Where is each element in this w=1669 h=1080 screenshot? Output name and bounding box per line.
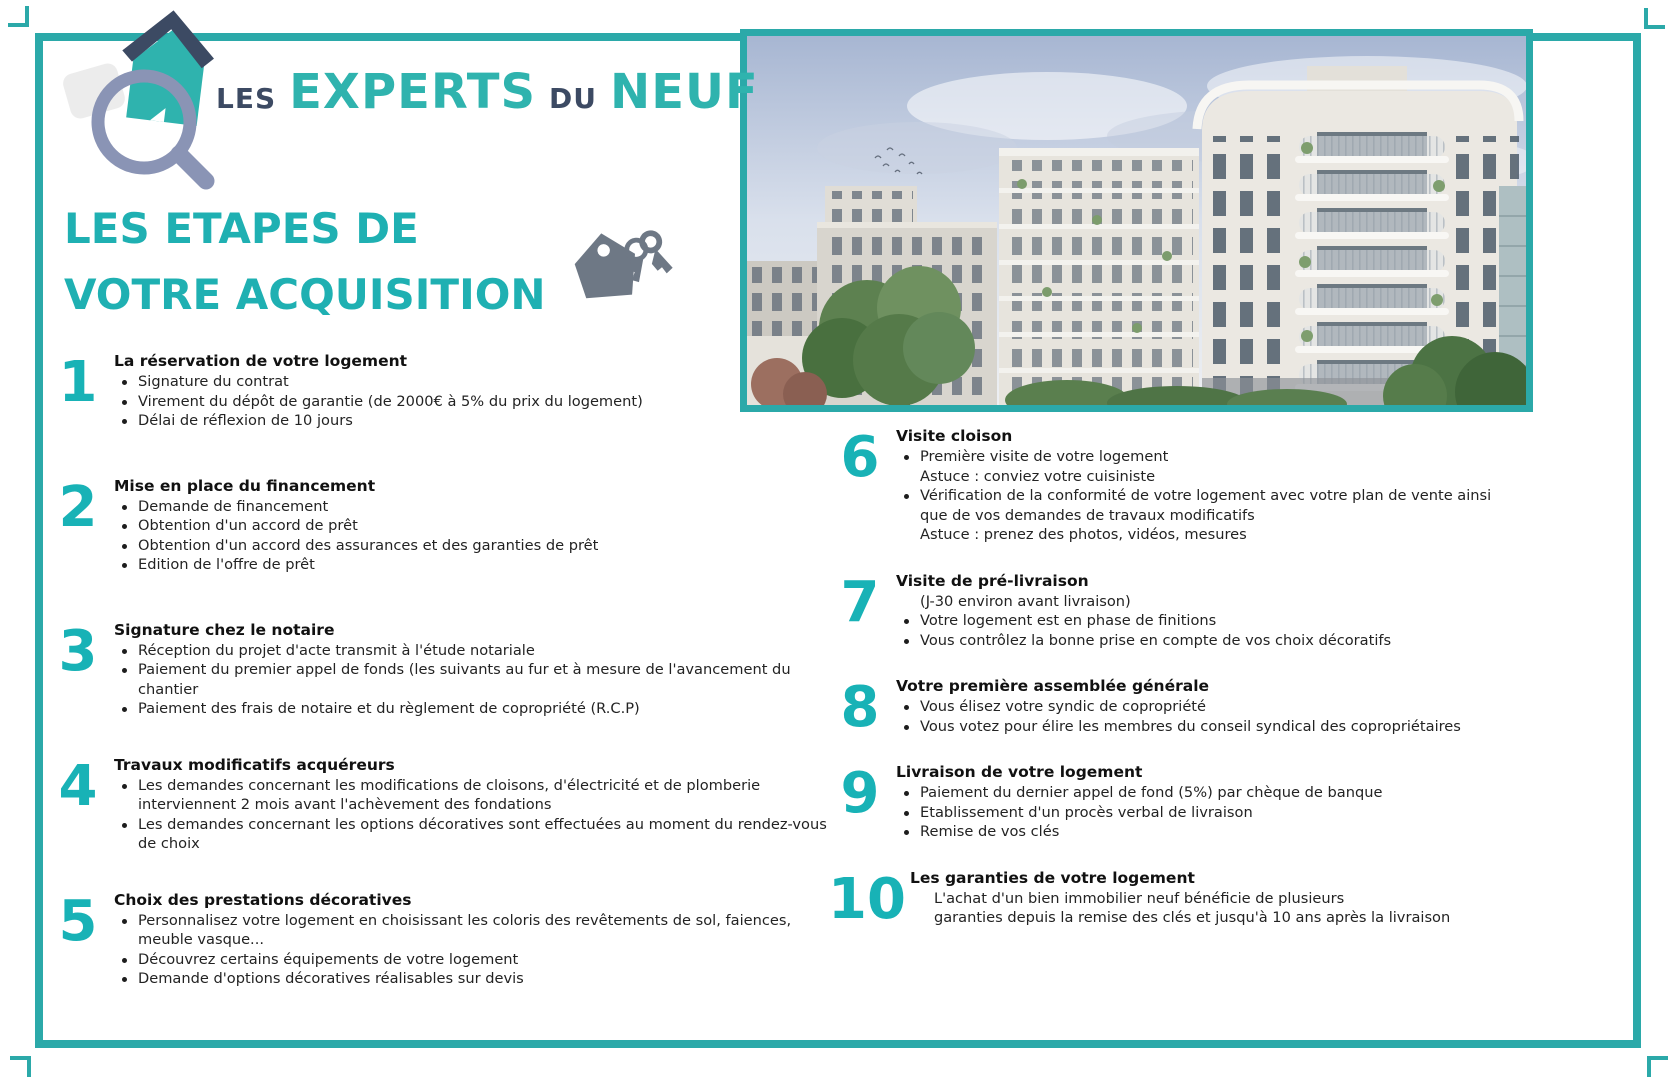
corner-mark-bottom-right xyxy=(1647,1056,1668,1077)
step-item: (J-30 environ avant livraison) xyxy=(920,592,1131,610)
step-heading: Livraison de votre logement xyxy=(896,763,1143,781)
step-item: L'achat d'un bien immobilier neuf bénéficie de plusieurs xyxy=(933,889,1345,907)
step-item: Vous contrôlez la bonne prise en compte de vos choix décoratifs xyxy=(896,631,1514,651)
house-keychain-keys-icon xyxy=(558,220,676,306)
step-number: 10 xyxy=(828,866,906,932)
step-items xyxy=(114,497,829,575)
step-item: Remise de vos clés xyxy=(896,822,1514,842)
step xyxy=(46,352,836,431)
step-heading: Votre première assemblée générale xyxy=(896,677,1210,695)
step-heading: Signature chez le notaire xyxy=(114,620,335,639)
building-illustration xyxy=(747,36,1526,405)
step-item: Obtention d'un accord de prêt xyxy=(114,516,829,536)
step-body xyxy=(110,891,829,989)
step-body xyxy=(892,572,1514,651)
step-number: 8 xyxy=(840,675,880,740)
step-item: Demande d'options décoratives réalisables sur devis xyxy=(114,969,829,989)
step-number: 4 xyxy=(58,753,98,819)
steps-column-left xyxy=(46,352,836,1026)
step-item: Délai de réflexion de 10 jours xyxy=(114,411,829,431)
step-body xyxy=(110,756,829,854)
step-item: Vérification de la conformité de votre logement avec votre plan de vente ainsi que de vos demandes de travaux modificatifs xyxy=(896,486,1514,525)
step-items xyxy=(896,592,1514,651)
step-items xyxy=(896,783,1514,842)
step xyxy=(46,753,836,854)
page-title xyxy=(64,196,546,328)
step-heading: La réservation de votre logement xyxy=(114,352,408,370)
new-building-rendering-photo xyxy=(740,29,1533,412)
step-item: Obtention d'un accord des assurances et des garanties de prêt xyxy=(114,536,829,556)
step-item: Votre logement est en phase de finitions xyxy=(896,611,1514,631)
page-title-line2: VOTRE ACQUISITION xyxy=(64,270,546,319)
step-item: Découvrez certains équipements de votre logement xyxy=(114,950,829,970)
step-heading: Travaux modificatifs acquéreurs xyxy=(114,755,395,774)
step-items xyxy=(114,776,829,854)
step-heading: Choix des prestations décoratives xyxy=(114,890,412,909)
step xyxy=(828,569,1528,651)
step-items xyxy=(896,447,1514,545)
step-body xyxy=(110,621,829,719)
step-item: Première visite de votre logement xyxy=(896,447,1514,467)
step-number: 6 xyxy=(840,425,880,490)
step-body xyxy=(110,352,829,431)
step-number: 9 xyxy=(840,761,880,826)
step-heading: Visite de pré-livraison xyxy=(896,571,1089,590)
step-number: 2 xyxy=(58,474,98,540)
step-item: Astuce : prenez des photos, vidéos, mesures xyxy=(920,526,1247,543)
step-number: 1 xyxy=(58,350,98,415)
step-item: Paiement du premier appel de fonds (les suivants au fur et à mesure de l'avancement du chantier xyxy=(114,660,829,699)
step-heading: Mise en place du financement xyxy=(114,476,376,495)
step-item: Vous votez pour élire les membres du conseil syndical des copropriétaires xyxy=(896,717,1514,737)
step-item: Demande de financement xyxy=(114,497,829,517)
step-body xyxy=(906,869,1528,928)
step xyxy=(828,675,1528,740)
step-item: Signature du contrat xyxy=(114,372,829,392)
step-body xyxy=(110,477,829,575)
steps-column-right xyxy=(828,427,1528,955)
step-items xyxy=(910,889,1528,928)
step-body xyxy=(892,677,1514,736)
brand-word-experts: EXPERTS xyxy=(289,64,537,120)
step-item: Paiement des frais de notaire et du règlement de copropriété (R.C.P) xyxy=(114,699,829,719)
step xyxy=(828,866,1528,932)
step-item: Astuce : conviez votre cuisiniste xyxy=(920,467,1156,485)
brand-word-les: LES xyxy=(216,82,277,115)
step-item: Paiement du dernier appel de fond (5%) par chèque de banque xyxy=(896,783,1514,803)
brand-word-neuf: NEUF xyxy=(610,64,759,120)
step-items xyxy=(896,697,1514,736)
corner-mark-top-right xyxy=(1644,8,1665,29)
step-item: Virement du dépôt de garantie (de 2000€ à 5% du prix du logement) xyxy=(114,392,829,412)
step xyxy=(46,618,836,719)
step-item: Edition de l'offre de prêt xyxy=(114,555,829,575)
step-number: 7 xyxy=(840,569,880,635)
step-item: Réception du projet d'acte transmit à l'étude notariale xyxy=(114,641,829,661)
corner-mark-top-left xyxy=(8,6,29,27)
step xyxy=(828,427,1528,545)
step-item: Etablissement d'un procès verbal de livraison xyxy=(896,803,1514,823)
step xyxy=(828,763,1528,842)
house-magnifier-logo-icon xyxy=(52,2,227,192)
step-item: Vous élisez votre syndic de copropriété xyxy=(896,697,1514,717)
step-number: 3 xyxy=(58,618,98,684)
step xyxy=(46,474,836,575)
step-items xyxy=(114,372,829,431)
step xyxy=(46,888,836,989)
step-heading: Visite cloison xyxy=(896,427,1013,445)
step-body xyxy=(892,427,1514,545)
step-heading: Les garanties de votre logement xyxy=(909,868,1195,887)
corner-mark-bottom-left xyxy=(10,1056,31,1077)
brand-word-du: DU xyxy=(549,82,598,115)
step-number: 5 xyxy=(58,888,98,954)
brand-wordmark xyxy=(216,64,759,120)
page-title-line1: LES ETAPES DE xyxy=(64,204,419,253)
step-item: Personnalisez votre logement en choisissant les coloris des revêtements de sol, faiences, meuble vasque... xyxy=(114,911,829,950)
step-items xyxy=(114,911,829,989)
step-item: garanties depuis la remise des clés et jusqu'à 10 ans après la livraison xyxy=(933,909,1451,926)
step-body xyxy=(892,763,1514,842)
step-item: Les demandes concernant les options décoratives sont effectuées au moment du rendez-vous de choix xyxy=(114,815,829,854)
step-items xyxy=(114,641,829,719)
step-item: Les demandes concernant les modifications de cloisons, d'électricité et de plomberie interviennent 2 mois avant l'achèvement des fondations xyxy=(114,776,829,815)
